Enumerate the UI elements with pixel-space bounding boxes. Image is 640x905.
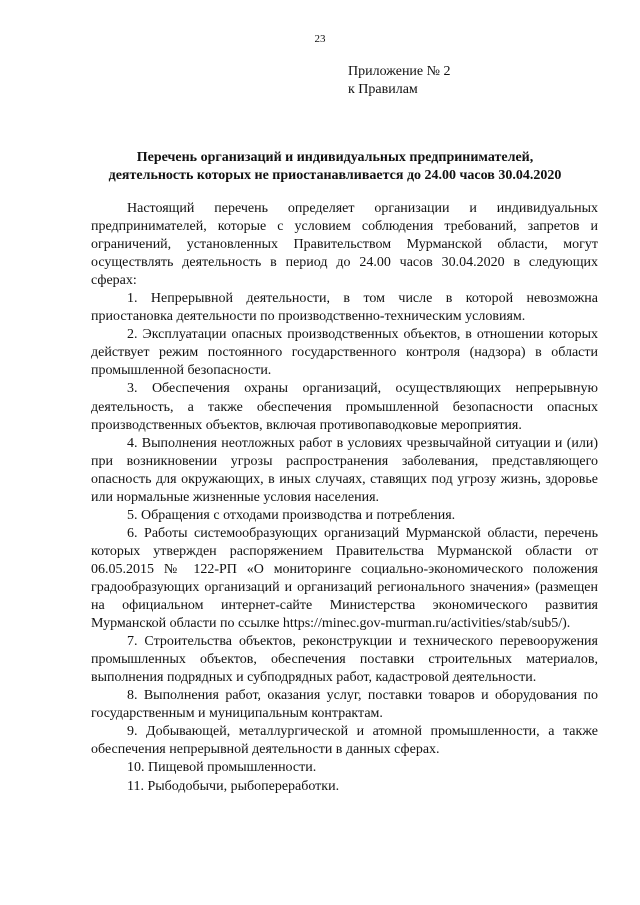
appendix-label: [348, 63, 451, 99]
list-item-3: 3. Обеспечения охраны организаций, осуществляющих непрерывную деятельность, а также обеспечения промышленной безопасности опасных производственных объектов, включая противопаводковые мероприятия.: [91, 381, 598, 433]
list-item-2: 2. Эксплуатации опасных производственных объектов, в отношении которых действует режим постоянного государственного контроля (надзора) в области промышленной безопасности.: [91, 327, 598, 379]
list-item-6: 6. Работы системообразующих организаций Мурманской области, перечень которых утвержден распоряжением Правительства Мурманской области от 06.05.2015 № 122-РП «О мониторинге социально-экономического положения градообразующих организаций и организаций регионального значения» (размещен на официальном интернет-сайте Министерства экономического развития Мурманской области по ссылке https://minec.gov-murman.ru/activities/stab/sub5/).: [91, 525, 598, 632]
list-item-11: 11. Рыбодобычи, рыбопереработки.: [127, 778, 340, 794]
page-number: 23: [314, 33, 326, 45]
list-item-5: 5. Обращения с отходами производства и потребления.: [127, 507, 456, 523]
list-item-10: 10. Пищевой промышленности.: [127, 760, 317, 776]
list-item-1: 1. Непрерывной деятельности, в том числе в которой невозможна приостановка деятельности по производственно-техническим условиям.: [91, 291, 598, 325]
appendix-number: Приложение № 2: [348, 64, 451, 79]
list-item-7: 7. Строительства объектов, реконструкции и технического перевооружения промышленных объектов, обеспечения поставки строительных материалов, выполнения подрядных и субподрядных работ, кадастровой деятельности.: [91, 634, 598, 686]
list-item-4: 4. Выполнения неотложных работ в условиях чрезвычайной ситуации и (или) при возникновении угрозы распространения заболевания, представляющего опасность для окружающих, в иных случаях, ставящих под угрозу жизнь, здоровье или нормальные жизненные условия населения.: [91, 435, 598, 505]
list-item-9: 9. Добывающей, металлургической и атомной промышленности, а также обеспечения непрерывной деятельности в данных сферах.: [91, 724, 598, 758]
document-body: [91, 200, 598, 796]
appendix-reference: к Правилам: [348, 82, 418, 97]
document-title: [70, 149, 600, 185]
list-item-8: 8. Выполнения работ, оказания услуг, поставки товаров и оборудования по государственным и муниципальным контрактам.: [91, 688, 598, 722]
intro-paragraph: Настоящий перечень определяет организации и индивидуальных предпринимателей, которые с условием соблюдения требований, запретов и ограничений, установленных Правительством Мурманской области, могут осуществлять деятельность в период до 24.00 часов 30.04.2020 в следующих сферах:: [91, 201, 598, 289]
title-line-2: деятельность которых не приостанавливается до 24.00 часов 30.04.2020: [108, 168, 562, 183]
title-line-1: Перечень организаций и индивидуальных предпринимателей,: [136, 150, 534, 165]
